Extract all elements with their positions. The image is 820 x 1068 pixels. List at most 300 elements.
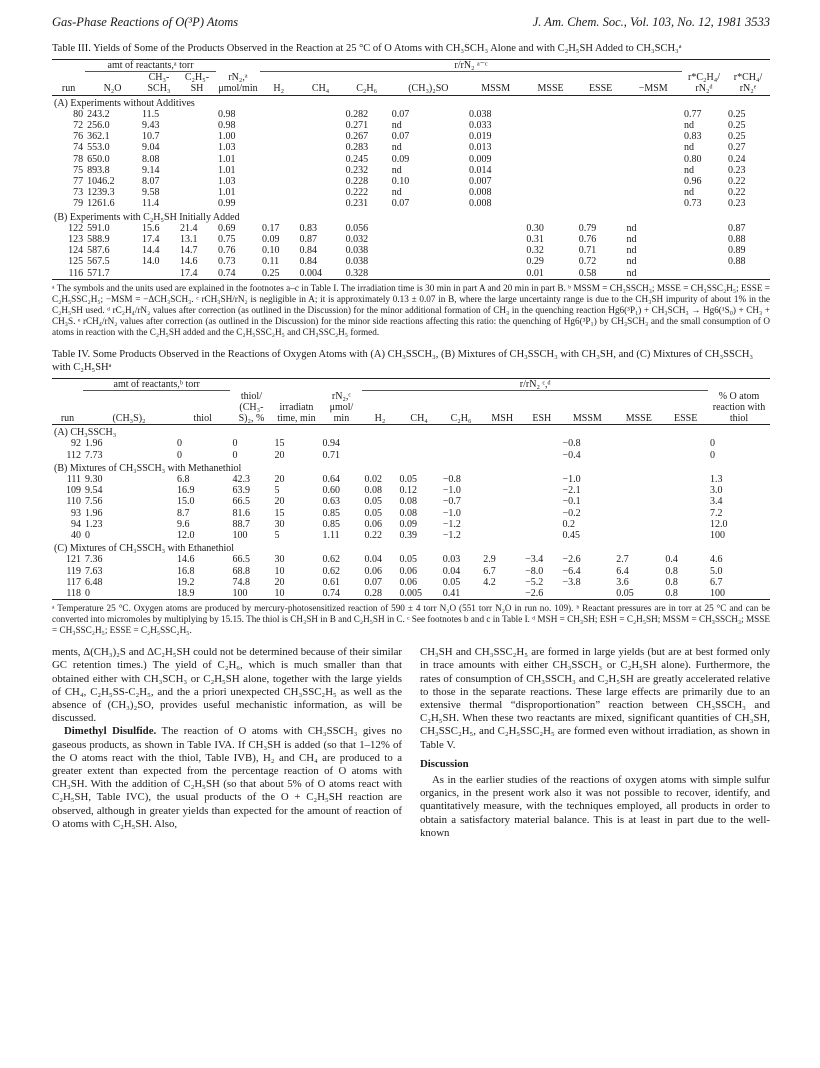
table-cell: 100 <box>230 588 272 600</box>
t4-col-msh: MSH <box>491 412 514 424</box>
table-cell <box>663 438 708 449</box>
table-cell <box>260 165 297 176</box>
left-column <box>52 646 402 840</box>
table-cell: 0.06 <box>399 565 417 577</box>
table-cell <box>523 474 560 485</box>
t4-part-c <box>52 541 770 554</box>
table-cell: 6.7 <box>483 565 496 577</box>
table-cell <box>362 450 397 461</box>
table-4-grid <box>52 378 770 600</box>
table-cell: 0.96 <box>684 176 702 188</box>
table-cell <box>140 268 178 280</box>
table-cell <box>614 508 663 519</box>
t3-ratio-group: r/rN₂ ᵃ⁻ᶜ <box>260 60 682 72</box>
table-cell: 13.1 <box>179 234 198 246</box>
table-row <box>52 438 770 449</box>
table-cell: 94 <box>70 518 81 530</box>
table-row <box>52 474 770 485</box>
table-cell <box>260 198 297 209</box>
table-cell: 11.4 <box>141 198 160 210</box>
table-cell <box>467 256 524 267</box>
table-row <box>52 245 770 256</box>
table-cell: 1.03 <box>217 142 236 154</box>
table-cell: 1.01 <box>217 187 236 199</box>
table-cell <box>260 109 297 120</box>
table-cell: 15 <box>274 438 285 450</box>
table-cell: 9.6 <box>176 518 190 530</box>
table-cell <box>663 496 708 507</box>
table-cell: 0.85 <box>322 507 340 519</box>
table-cell: 77 <box>73 176 84 188</box>
table-cell <box>467 268 524 280</box>
table-cell: 124 <box>68 245 84 257</box>
table-cell: 9.30 <box>84 473 103 485</box>
table-cell <box>178 176 216 187</box>
table-cell: 0.89 <box>728 245 746 257</box>
table-row <box>52 268 770 280</box>
table-cell: 650.0 <box>87 153 110 165</box>
table-cell: 0.73 <box>684 198 702 210</box>
table-cell: 14.6 <box>176 554 195 566</box>
table-cell: 6.48 <box>84 576 103 588</box>
table-cell: 0.032 <box>345 234 369 246</box>
table-cell <box>260 120 297 131</box>
table-cell <box>614 474 663 485</box>
table-cell: 0.71 <box>578 245 597 257</box>
table-cell <box>178 142 216 153</box>
journal-page <box>52 14 770 840</box>
table-cell: −1.0 <box>442 485 461 497</box>
table-cell: 0 <box>710 438 715 450</box>
table-cell: 0.282 <box>345 108 369 120</box>
table-cell <box>523 485 560 496</box>
t4-col-thiol: thiol <box>193 412 212 424</box>
table-cell: 122 <box>68 222 84 234</box>
left-paragraph-2-text: The reaction of O atoms with CH₃SSCH₃ gives no gaseous products, as shown in Table IVA. If CH₃SH is added (so that 1–12% of the O atoms react with the thiol, Table IVB), H₂ and CH₄ are produced to a greater extent than expected from the percentage reaction of O atoms with CH₃SH. With the addition of C₂H₅SH (so that about 5% of O atoms react with C₂H₅SH, Table IVC), the usual products of the O + C₂H₅SH reaction are observed, although in greater yields than expected for the amount of reaction of O atoms with C₂H₅SH. Also, <box>52 725 402 830</box>
table-cell <box>663 530 708 541</box>
table-cell <box>577 109 625 120</box>
table-cell: 0.05 <box>364 496 382 508</box>
table-3-footnotes: ᵃ The symbols and the units used are explained in the footnotes a–c in Table I. The irradiation time is 30 min in part A and 20 min in part B. ᵇ MSSM = CH₃SSCH₃; MSSE = CH₃SSC₂H₅; ESSE = C₂H₅SSC₂H₅; −MSM = −ΔCH₃SCH₃. ᶜ rCH₃SH/rN₂ is negligible in A; it is approximately 0.13 ± 0.07 in B, where the large uncertainty range is due to the CH₃SH impurity of about 1% in the C₂H₅SH used. ᵈ rC₂H₄/rN₂ values after correction (as outlined in the Discussion) for the minor additional formation of CH₃ in the quenching reaction Hg6(³P₁) + CH₃SCH₃ → Hg6(¹S₀) + CH₃ + CH₃S. ᵉ rCH₄/rN₂ values after correction (as outlined in the Discussion) for the minor side reactions affecting this ratio: the quenching of Hg6(³P₁) by CH₃SCH₃ and the small consumption of O atoms in reaction with the C₂H₅SH added and the C₂H₅SSC₂H₅ and CH₃SSC₂H₅ formed. <box>52 282 770 337</box>
table-cell: 20 <box>274 449 285 461</box>
table-cell: 0.98 <box>217 108 236 120</box>
table-cell <box>467 223 524 234</box>
table-cell: 0.222 <box>345 187 369 199</box>
table-cell: 4.6 <box>710 554 723 566</box>
table-cell: 1.01 <box>217 153 236 165</box>
table-cell: 0.25 <box>260 268 297 280</box>
table-cell: −1.0 <box>562 473 581 485</box>
table-row <box>52 131 770 142</box>
table-cell: 0.014 <box>468 164 492 176</box>
table-cell <box>390 245 467 256</box>
table-cell: 0.25 <box>728 108 746 120</box>
table-cell <box>524 109 576 120</box>
table-row <box>52 256 770 267</box>
table-cell <box>398 450 441 461</box>
left-paragraph-2 <box>52 725 402 831</box>
table-cell: 10 <box>274 565 285 577</box>
table-cell <box>577 131 625 142</box>
table-cell: 0.88 <box>728 234 746 246</box>
table-cell <box>297 154 343 165</box>
table-cell: 0.06 <box>364 518 382 530</box>
t3-col-esse: ESSE <box>588 83 613 95</box>
t4-section-c-label: (C) Mixtures of CH₃SSCH₃ with Ethanethiol <box>54 543 235 555</box>
table-cell: 7.2 <box>710 507 723 519</box>
table-cell <box>481 474 523 485</box>
table-cell: 0.84 <box>299 245 317 257</box>
table-cell <box>481 438 523 449</box>
table-cell: 0.04 <box>364 554 382 566</box>
table-cell: 0.09 <box>261 234 280 246</box>
table-cell: nd <box>684 164 694 176</box>
table-cell: 100 <box>710 530 725 541</box>
table-cell: 0.038 <box>468 108 492 120</box>
table-cell: 0.83 <box>299 222 317 234</box>
table-cell <box>178 109 216 120</box>
table-row <box>52 109 770 120</box>
table-cell: 73 <box>73 187 84 199</box>
table-cell: 0.45 <box>562 530 581 541</box>
table-cell: −0.4 <box>562 449 581 461</box>
table-cell: 93 <box>70 507 81 519</box>
table-cell: nd <box>626 245 637 257</box>
table-cell: 1.96 <box>84 507 103 519</box>
table-cell: 0.05 <box>442 576 461 588</box>
table-cell: 10.7 <box>141 131 160 143</box>
table-cell: 68.8 <box>232 565 250 577</box>
table-cell: nd <box>391 164 402 176</box>
table-row <box>52 142 770 153</box>
table-row <box>52 234 770 245</box>
table-cell: 15.6 <box>141 222 160 234</box>
table-cell: 0.231 <box>345 198 369 210</box>
table-cell <box>682 245 726 256</box>
table-cell: 1.01 <box>217 164 236 176</box>
table-cell: −3.4 <box>525 554 544 566</box>
table-cell: 63.9 <box>232 485 250 497</box>
table-cell: 0.008 <box>468 187 492 199</box>
table-cell <box>390 256 467 267</box>
table-cell: −0.1 <box>562 496 581 508</box>
table-cell <box>524 165 576 176</box>
table-3-header <box>52 60 770 96</box>
table-cell: −0.2 <box>562 507 581 519</box>
table-cell: nd <box>391 120 402 132</box>
table-3-grid <box>52 59 770 280</box>
table-cell: 2.9 <box>483 554 496 566</box>
table-cell: 11.5 <box>141 108 160 120</box>
table-cell: 0.232 <box>345 164 369 176</box>
table-row <box>52 223 770 234</box>
table-cell: 20 <box>274 576 285 588</box>
t3-col-run: run <box>61 83 76 95</box>
table-cell: 0.84 <box>299 256 317 268</box>
table-cell: 16.8 <box>176 565 195 577</box>
table-cell <box>523 519 560 530</box>
t4-section-b-label: (B) Mixtures of CH₃SSCH₃ with Methanethiol <box>54 462 242 474</box>
table-cell: 893.8 <box>87 164 110 176</box>
table-cell: 74.8 <box>232 576 250 588</box>
table-cell: 0.12 <box>399 485 417 497</box>
table-row <box>52 588 770 600</box>
t3-col-msse: MSSE <box>537 83 564 95</box>
discussion-heading: Discussion <box>420 757 469 770</box>
table-cell <box>297 198 343 209</box>
table-cell: 3.4 <box>710 496 723 508</box>
table-cell <box>726 268 770 280</box>
table-cell: 0.80 <box>684 153 702 165</box>
table-cell: −0.8 <box>562 438 581 450</box>
table-cell: 0.87 <box>299 234 317 246</box>
t4-col-h2: H₂ <box>374 412 386 424</box>
table-row <box>52 485 770 496</box>
table-cell: 117 <box>66 576 81 588</box>
table-cell: 0.05 <box>399 554 417 566</box>
table-row <box>52 554 770 565</box>
table-cell <box>614 450 663 461</box>
table-cell <box>260 154 297 165</box>
table-cell: 0.328 <box>344 268 390 280</box>
table-cell: 100 <box>708 588 770 600</box>
table-cell <box>614 530 663 541</box>
table-cell: 72 <box>73 120 84 132</box>
table-cell: −1.2 <box>442 518 461 530</box>
table-cell <box>614 519 663 530</box>
table-cell: 5 <box>274 530 280 541</box>
table-cell: −3.8 <box>562 576 581 588</box>
t4-col-ch4: CH₄ <box>410 412 428 424</box>
table-cell: −0.8 <box>442 473 461 485</box>
table-cell: 7.56 <box>84 496 103 508</box>
table-cell: −2.6 <box>562 554 581 566</box>
table-cell: nd <box>684 120 694 132</box>
table-cell: 88.7 <box>232 518 250 530</box>
table-cell: 0.31 <box>526 234 544 246</box>
table-cell <box>663 519 708 530</box>
table-cell: 0.76 <box>217 245 236 257</box>
table-cell: 112 <box>66 449 81 461</box>
table-cell: 243.2 <box>87 108 110 120</box>
table-cell: 76 <box>73 131 84 143</box>
table-cell <box>523 496 560 507</box>
table-cell: 15.0 <box>176 496 195 508</box>
table-cell <box>614 438 663 449</box>
t4-col-esse: ESSE <box>673 412 698 424</box>
t3-col-rn2: rN₂,ᵃ μmol/min <box>218 72 258 95</box>
table-cell: 0.05 <box>614 588 663 600</box>
table-cell: 30 <box>274 554 285 566</box>
table-cell <box>297 165 343 176</box>
table-cell <box>481 508 523 519</box>
table-cell: 0.73 <box>217 256 236 268</box>
table-cell <box>624 187 682 198</box>
table-row <box>52 530 770 541</box>
table-cell: 3.0 <box>710 485 723 497</box>
table-row <box>52 176 770 187</box>
table-cell: −2.6 <box>523 588 560 600</box>
table-cell: 0.038 <box>345 256 369 268</box>
t3-col-n2o: N₂O <box>103 83 122 95</box>
t3-section-b-label: (B) Experiments with C₂H₅SH Initially Added <box>54 211 240 223</box>
table-cell: 9.14 <box>141 164 160 176</box>
table-cell <box>624 198 682 209</box>
table-cell: 0.2 <box>562 518 576 530</box>
t3-col-rch4: r*CH₄/ rN₂ᵉ <box>733 72 763 95</box>
table-cell: 12.0 <box>176 530 195 541</box>
table-cell: 20 <box>274 496 285 508</box>
table-cell: 3.6 <box>616 576 629 588</box>
table-cell: 0.28 <box>362 588 397 600</box>
table-cell: 0.009 <box>468 153 492 165</box>
table-cell: −1.2 <box>442 530 461 541</box>
table-cell: 40 <box>70 530 81 541</box>
t4-rows-c <box>52 554 770 599</box>
table-cell <box>523 530 560 541</box>
table-cell <box>577 165 625 176</box>
table-cell <box>481 530 523 541</box>
t3-col-so: (CH₃)₂SO <box>408 83 449 95</box>
table-cell: 9.58 <box>141 187 160 199</box>
table-cell <box>390 234 467 245</box>
table-cell: 0.007 <box>468 176 492 188</box>
table-cell: 1261.6 <box>87 198 115 210</box>
right-paragraph-2: As in the earlier studies of the reactions of oxygen atoms with simple sulfur organics, in the present work also it was not possible to recover, identify, and quantitatively measure, with the techniques employed, all products in order to obtain a satisfactory material balance. This is at least in part due to the well-known <box>420 774 770 839</box>
table-cell: 0.75 <box>217 234 236 246</box>
table-cell <box>614 485 663 496</box>
table-cell: 17.4 <box>141 234 160 246</box>
table-cell: 14.7 <box>179 245 198 257</box>
t4-part-b <box>52 461 770 474</box>
table-cell <box>577 120 625 131</box>
table-cell: 0.22 <box>364 530 382 541</box>
table-cell: 0.10 <box>261 245 280 257</box>
t3-rows-a <box>52 109 770 210</box>
table-cell <box>614 496 663 507</box>
table-cell <box>178 120 216 131</box>
table-cell <box>260 187 297 198</box>
t3-amt-group: amt of reactants,ᵃ torr <box>85 60 216 72</box>
table-cell: nd <box>391 142 402 154</box>
table-cell: 1046.2 <box>87 176 115 188</box>
table-cell: nd <box>626 256 637 268</box>
table-cell: 0.61 <box>322 576 340 588</box>
table-cell: 0.01 <box>524 268 576 280</box>
table-cell: 0.62 <box>322 565 340 577</box>
t4-part-a <box>52 425 770 439</box>
table-cell: 0.74 <box>216 268 260 280</box>
table-cell: 0.88 <box>728 256 746 268</box>
table-cell: 7.36 <box>84 554 103 566</box>
table-row <box>52 566 770 577</box>
table-row <box>52 198 770 209</box>
table-cell: 362.1 <box>87 131 110 143</box>
table-cell: 0.05 <box>399 473 417 485</box>
table-cell: 121 <box>65 554 81 566</box>
table-cell <box>624 176 682 187</box>
table-cell: 92 <box>70 438 81 450</box>
t4-col-ch3s2: (CH₃S)₂ <box>112 412 146 424</box>
t4-col-run: run <box>60 412 75 424</box>
table-cell: 0.08 <box>399 507 417 519</box>
table-cell: 0 <box>84 530 90 541</box>
table-cell <box>481 519 523 530</box>
table-cell <box>523 450 560 461</box>
table-cell <box>398 438 441 449</box>
t3-rows-b <box>52 223 770 280</box>
table-cell <box>178 165 216 176</box>
table-cell <box>577 198 625 209</box>
table-row <box>52 508 770 519</box>
table-cell: 587.6 <box>87 245 110 257</box>
table-cell <box>663 485 708 496</box>
table-cell <box>524 176 576 187</box>
table-cell: 18.9 <box>175 588 230 600</box>
table-cell: 0.30 <box>526 222 544 234</box>
table-cell: 118 <box>52 588 83 600</box>
table-cell: 0.05 <box>364 507 382 519</box>
table-cell <box>523 508 560 519</box>
table-cell: −0.7 <box>442 496 461 508</box>
table-cell: 123 <box>68 234 84 246</box>
table-cell <box>390 268 467 280</box>
table-cell: 567.5 <box>87 256 110 268</box>
table-cell: 2.7 <box>616 554 629 566</box>
table-cell <box>577 142 625 153</box>
table-cell <box>481 496 523 507</box>
table-cell: −2.1 <box>562 485 581 497</box>
table-cell: 1.11 <box>322 530 340 541</box>
table-cell: 0.013 <box>468 142 492 154</box>
t3-col-c2h5sh: C₂H₅-SH <box>184 72 210 95</box>
table-cell: 588.9 <box>87 234 110 246</box>
table-cell: 256.0 <box>87 120 110 132</box>
table-cell: 591.0 <box>87 222 110 234</box>
t3-col-ch3sch3: CH₃-SCH₃ <box>147 72 171 95</box>
table-cell: 12.0 <box>710 518 728 530</box>
table-cell: 14.4 <box>141 245 160 257</box>
table-cell <box>260 131 297 142</box>
table-cell: 14.0 <box>141 256 160 268</box>
table-cell: 0.69 <box>217 222 236 234</box>
table-cell: 0 <box>176 449 182 461</box>
table-cell: 0.038 <box>345 245 369 257</box>
table-cell: 4.2 <box>483 576 496 588</box>
t4-amt-group: amt of reactants,ᵇ torr <box>83 378 230 390</box>
table-cell: 1.03 <box>217 176 236 188</box>
table-cell: 119 <box>66 565 81 577</box>
table-cell: 0.41 <box>441 588 482 600</box>
table-cell: 10 <box>272 588 320 600</box>
table-4 <box>52 348 770 636</box>
table-cell: 0.74 <box>320 588 362 600</box>
table-cell: 5.0 <box>710 565 723 577</box>
t3-col-h2: H₂ <box>273 83 285 95</box>
table-cell: 0.87 <box>728 222 746 234</box>
table-cell: 553.0 <box>87 142 110 154</box>
table-cell: 1239.3 <box>87 187 115 199</box>
table-cell <box>178 131 216 142</box>
table-cell: 0.76 <box>578 234 597 246</box>
table-cell: 9.54 <box>84 485 103 497</box>
table-cell: 8.08 <box>141 153 160 165</box>
table-cell: 80 <box>73 108 84 120</box>
t4-col-esh: ESH <box>532 412 552 424</box>
table-cell: 14.6 <box>179 256 198 268</box>
table-cell: 1.96 <box>84 438 103 450</box>
table-cell: 9.43 <box>141 120 160 132</box>
